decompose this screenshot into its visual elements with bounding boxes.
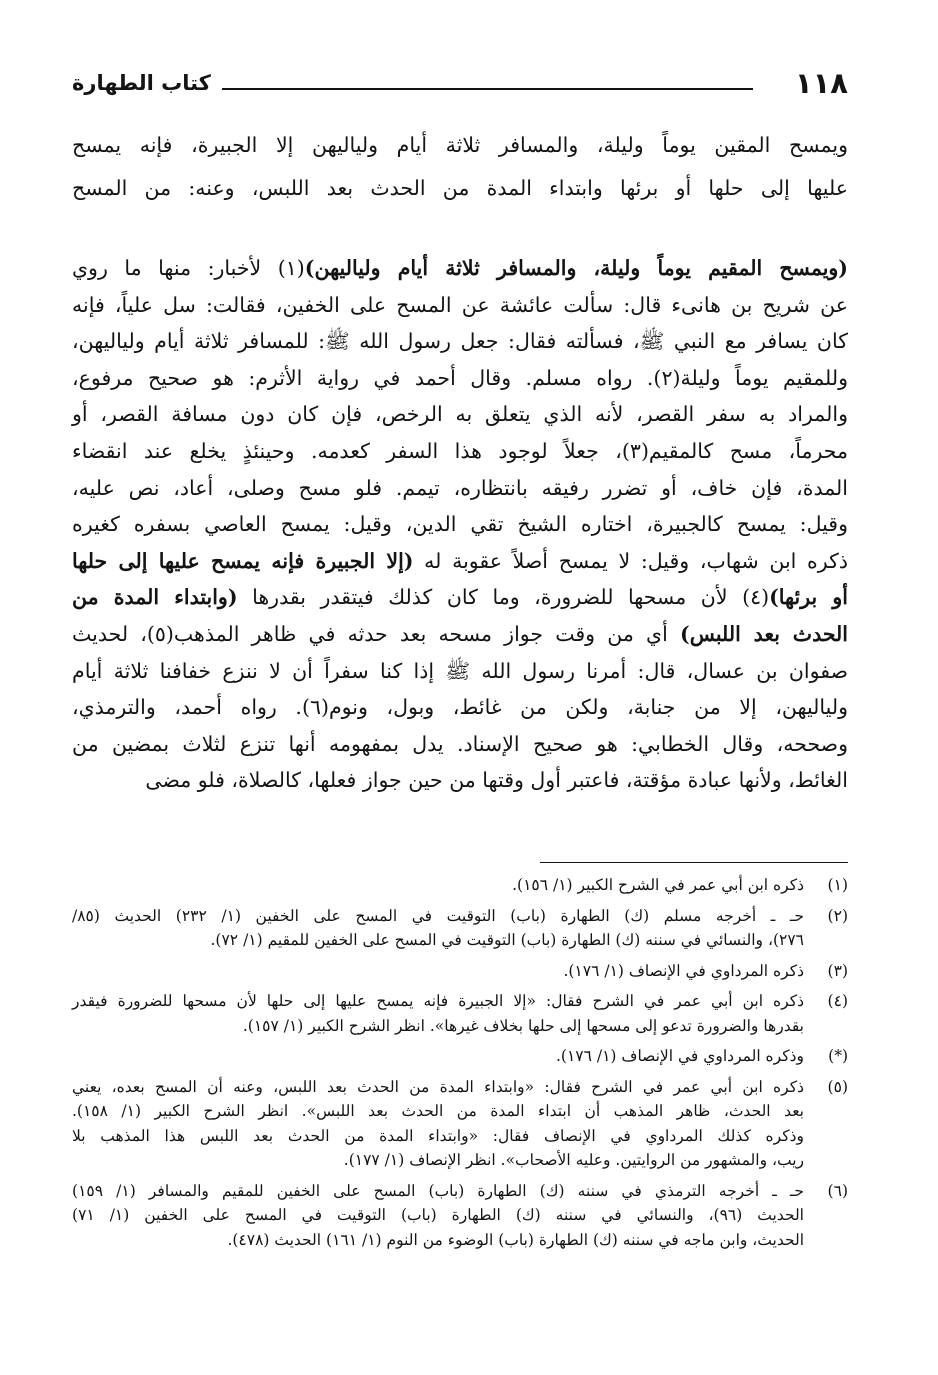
footnote-line: ذكره ابن أبي عمر في الشرح فقال: «وابتداء المدة من الحدث بعد اللبس، وعنه أن المسح بعده، يعني	[72, 1077, 804, 1096]
footnote-line: ريب، والمشهور من الروايتين. وعليه الأصحاب». انظر الإنصاف (١/ ١٧٧).	[343, 1151, 804, 1169]
quoted-matn-segment: (إلا الجبيرة فإنه يمسح عليها إلى حلها	[72, 548, 414, 573]
footnote	[72, 959, 848, 984]
footnote-line: حـ ـ أخرجه مسلم (ك) الطهارة (باب) التوقيت في المسح على الخفين (١/ ٢٣٢) الحديث (٨٥/	[72, 906, 804, 925]
commentary-segment: وقيل: يمسح كالجبيرة، اختاره الشيخ تقي الدين، وقيل: يمسح العاصي بسفره كغيره	[72, 512, 848, 537]
footnote-number: (٥)	[827, 1077, 848, 1096]
footnote	[72, 1044, 848, 1069]
commentary-segment: وللمقيم يوماً وليلة(٢). رواه مسلم. وقال أحمد في رواية الأثرم: هو صحيح مرفوع،	[72, 365, 848, 390]
matn-line: عليها إلى حلها أو برئها وابتداء المدة من الحدث بعد اللبس، وعنه: من المسح	[72, 176, 848, 200]
header-rule	[222, 88, 753, 90]
commentary-line	[72, 433, 848, 470]
commentary-line	[72, 689, 848, 726]
commentary-segment: ذكره ابن شهاب، وقيل: لا يمسح أصلاً عقوبة له	[413, 548, 848, 573]
matn-line: ويمسح المقين يوماً وليلة، والمسافر ثلاثة أيام ولياليهن إلا الجبيرة، فإنه يمسح	[72, 133, 848, 157]
footnote-number: (٣)	[827, 961, 848, 980]
commentary-line	[72, 323, 848, 360]
commentary-line	[72, 287, 848, 324]
footnote-line: ٢٧٦)، والنسائي في سننه (ك) الطهارة (باب) التوقيت في المسح على الخفين للمقيم (١/ ٧٢).	[210, 931, 804, 949]
commentary-segment: والمراد به سفر القصر، لأنه الذي يتعلق به الرخص، فإن كان دون مسافة القصر، أو	[72, 402, 848, 427]
commentary-segment: (١) لأخبار: منها ما روي	[72, 256, 305, 280]
footnote	[72, 904, 848, 953]
footnote-line: ذكره المرداوي في الإنصاف (١/ ١٧٦).	[563, 961, 804, 980]
footnote-line: حـ ـ أخرجه الترمذي في سننه (ك) الطهارة (باب) المسح على الخفين للمقيم والمسافر (١/ ١٥٩)	[72, 1181, 805, 1200]
commentary-line	[72, 396, 848, 433]
footnote-line: ذكره ابن أبي عمر في الشرح الكبير (١/ ١٥٦).	[512, 876, 804, 894]
footnote	[72, 1075, 848, 1173]
footnote-line: وذكره المرداوي في الإنصاف (١/ ١٧٦).	[555, 1047, 804, 1065]
footnote-text	[72, 904, 804, 953]
commentary-line	[72, 579, 848, 616]
commentary-segment: (٤) لأن مسحها للضرورة، وما كان كذلك فيتقدر بقدرها	[237, 585, 770, 610]
commentary-segment: كان يسافر مع النبي ﷺ، فسألته فقال: جعل رسول الله ﷺ: للمسافر ثلاثة أيام ولياليهن،	[72, 329, 848, 354]
footnote-number: (٤)	[827, 992, 848, 1010]
commentary-line	[72, 653, 848, 690]
footnote-text	[72, 1075, 804, 1173]
commentary-line	[72, 762, 848, 799]
commentary-segment: الغائط، ولأنها عبادة مؤقتة، فاعتبر أول وقتها من حين جواز فعلها، كالصلاة، فلو مضى	[145, 768, 848, 793]
quoted-matn-segment: أو برئها)	[769, 585, 849, 610]
commentary-segment: أي من وقت جواز مسحه بعد حدثه في ظاهر المذهب(٥)، لحديث	[72, 621, 681, 646]
commentary-segment: صفوان بن عسال، قال: أمرنا رسول الله ﷺ إذا كنا سفراً أن لا ننزع خفافنا ثلاثة أيام	[72, 658, 848, 683]
commentary-text	[72, 250, 848, 799]
quoted-matn-segment: (ويمسح المقيم يوماً وليلة، والمسافر ثلاثة أيام ولياليهن)	[304, 256, 849, 280]
commentary-segment: ولياليهن، إلا من جنابة، ولكن من غائط، وبول، ونوم(٦). رواه أحمد، والترمذي،	[72, 695, 848, 720]
commentary-line	[72, 616, 848, 653]
quoted-matn-segment: الحدث بعد اللبس)	[680, 621, 849, 646]
footnote-line: الحديث، وابن ماجه في سننه (ك) الطهارة (باب) الوضوء من النوم (١/ ١٦١) الحديث (٤٧٨).	[227, 1230, 804, 1249]
footnote	[72, 1179, 848, 1253]
footnote-text	[72, 959, 804, 984]
footnote-line: ذكره ابن أبي عمر في الشرح فقال: «إلا الجبيرة فإنه يمسح عليها إلى حلها لأن مسحها للضرورة فيقدر	[72, 992, 804, 1010]
commentary-line	[72, 470, 848, 507]
footnote-number: (٢)	[827, 906, 848, 925]
commentary-line	[72, 506, 848, 543]
commentary-line	[72, 360, 848, 397]
footnote-text	[72, 989, 804, 1038]
page-number: ١١٨	[794, 66, 848, 100]
footnote	[72, 873, 848, 898]
commentary-line	[72, 543, 848, 580]
running-header	[72, 66, 848, 102]
footnote-text	[72, 873, 804, 898]
footnote-line: بعد الحدث، ظاهر المذهب أن ابتداء المدة من الحدث بعد اللبس». انظر الشرح الكبير (١/ ١٥٨).	[72, 1102, 804, 1120]
footnote-line: بقدرها والضرورة تدعو إلى مسحها إلى حلها بخلاف غيرها». انظر الشرح الكبير (١/ ١٥٧).	[242, 1016, 804, 1035]
quoted-matn-segment: (وابتداء المدة من	[72, 585, 238, 610]
commentary-segment: المدة، فإن خاف، أو تضرر رفيقه بانتظاره، تيمم. فلو مسح وصلى، أعاد، نص عليه،	[72, 475, 848, 500]
commentary-line	[72, 726, 848, 763]
commentary-line	[72, 250, 848, 287]
footnote-separator	[540, 862, 848, 863]
matn-text	[72, 124, 848, 210]
footnote-number: (١)	[827, 876, 848, 894]
footnotes	[72, 873, 848, 1258]
footnote-text	[72, 1179, 804, 1253]
footnote-line: الحديث (٩٦)، والنسائي في سننه (ك) الطهارة (باب) التوقيت في المسح على الخفين (١/ ٧١)	[72, 1206, 804, 1224]
commentary-segment: وصححه، وقال الخطابي: هو صحيح الإسناد. يدل بمفهومه أنها تنزع لثلاث بمضين من	[72, 731, 848, 756]
footnote-text	[72, 1044, 804, 1069]
commentary-segment: عن شريح بن هانىء قال: سألت عائشة عن المسح على الخفين، فقالت: سل علياً، فإنه	[72, 292, 848, 317]
footnote	[72, 989, 848, 1038]
commentary-segment: محرماً، مسح كالمقيم(٣)، جعلاً لوجود هذا السفر كعدمه. وحينئذٍ يخلع عند انقضاء	[72, 438, 849, 463]
footnote-number: (٦)	[827, 1181, 848, 1200]
footnote-line: وذكره كذلك المرداوي في الإنصاف فقال: «وابتداء المدة من الحدث بعد اللبس هذا المذهب بلا	[72, 1126, 804, 1145]
footnote-number: (*)	[828, 1047, 848, 1065]
chapter-title: كتاب الطهارة	[72, 71, 211, 95]
